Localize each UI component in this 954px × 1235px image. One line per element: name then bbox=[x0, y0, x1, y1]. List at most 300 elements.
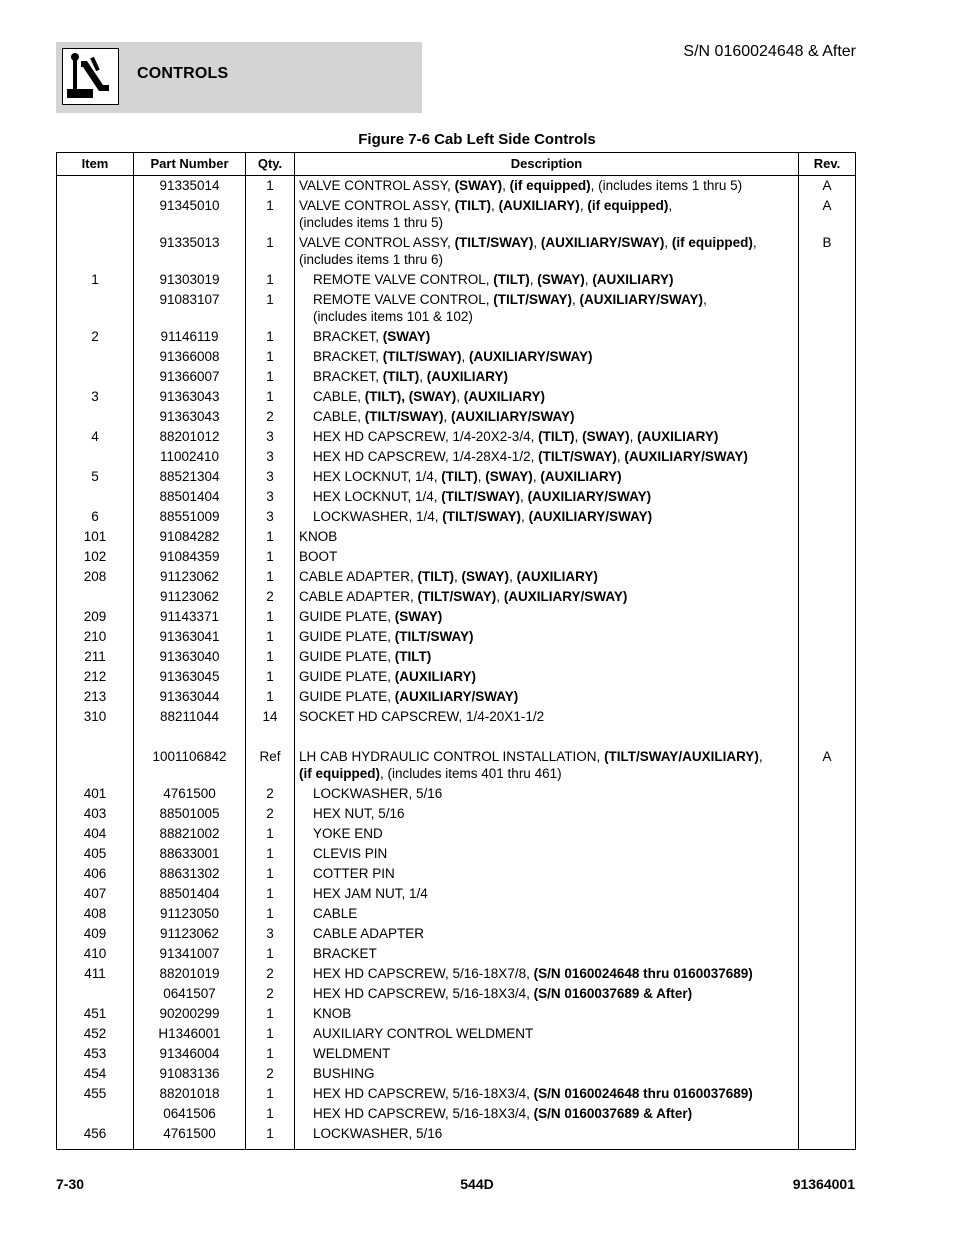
table-row bbox=[57, 428, 855, 448]
qty-cell: 1 bbox=[266, 609, 274, 624]
description-text: (TILT) bbox=[493, 272, 530, 287]
table-row bbox=[57, 1045, 855, 1065]
part-number-cell: 88633001 bbox=[159, 846, 220, 861]
description-text: , bbox=[443, 409, 452, 424]
table-row bbox=[57, 548, 855, 568]
table-row bbox=[57, 528, 855, 548]
part-number-cell: 91335013 bbox=[159, 235, 220, 250]
item-number-cell: 451 bbox=[83, 1006, 107, 1021]
item-number-cell: 1 bbox=[91, 272, 99, 287]
description-text: BOOT bbox=[299, 549, 338, 564]
parts-table-body bbox=[57, 177, 855, 1145]
table-row bbox=[57, 177, 855, 197]
description-cell bbox=[313, 428, 794, 445]
column-header-qty: Qty. bbox=[257, 156, 283, 171]
description-text: (SWAY) bbox=[537, 272, 585, 287]
description-text: LH CAB HYDRAULIC CONTROL INSTALLATION, bbox=[299, 749, 605, 764]
description-cell bbox=[299, 234, 794, 268]
qty-cell: 2 bbox=[266, 786, 274, 801]
description-cell bbox=[313, 468, 794, 485]
description-cell bbox=[313, 328, 794, 345]
description-text: CABLE bbox=[313, 906, 358, 921]
description-text: , bbox=[529, 272, 538, 287]
table-row bbox=[57, 271, 855, 291]
part-number-cell: 91083107 bbox=[159, 292, 220, 307]
part-number-cell: 91366007 bbox=[159, 369, 220, 384]
table-row bbox=[57, 945, 855, 965]
description-cell bbox=[313, 1065, 794, 1082]
description-text: VALVE CONTROL ASSY, bbox=[299, 235, 455, 250]
description-cell bbox=[313, 865, 794, 882]
qty-cell: 1 bbox=[266, 826, 274, 841]
description-cell bbox=[313, 488, 794, 505]
description-text: CABLE ADAPTER, bbox=[299, 569, 418, 584]
description-text: (if equipped) bbox=[587, 198, 669, 213]
description-cell bbox=[313, 1085, 794, 1102]
description-text: (if equipped) bbox=[299, 766, 380, 781]
rev-cell: A bbox=[822, 178, 832, 193]
qty-cell: 3 bbox=[266, 449, 274, 464]
qty-cell: 1 bbox=[266, 1086, 274, 1101]
description-text: HEX HD CAPSCREW, 1/4-20X2-3/4, bbox=[313, 429, 539, 444]
description-text: (AUXILIARY) bbox=[540, 469, 622, 484]
description-text: VALVE CONTROL ASSY, bbox=[299, 178, 455, 193]
description-text: KNOB bbox=[299, 529, 338, 544]
description-cell bbox=[299, 548, 794, 565]
description-cell bbox=[299, 668, 794, 685]
qty-cell: 1 bbox=[266, 569, 274, 584]
table-row bbox=[57, 865, 855, 885]
description-text: , bbox=[668, 198, 673, 213]
table-row bbox=[57, 805, 855, 825]
qty-cell: 1 bbox=[266, 329, 274, 344]
description-text: (includes items 101 & 102) bbox=[313, 309, 473, 324]
description-text: LOCKWASHER, 1/4, bbox=[313, 509, 443, 524]
description-text: (TILT) bbox=[538, 429, 575, 444]
rev-cell: B bbox=[822, 235, 832, 250]
table-row bbox=[57, 708, 855, 728]
description-text: (SWAY) bbox=[394, 609, 443, 624]
description-cell bbox=[313, 368, 794, 385]
qty-cell: 1 bbox=[266, 178, 274, 193]
description-text: (TILT) bbox=[441, 469, 478, 484]
qty-cell: 1 bbox=[266, 629, 274, 644]
description-text: (if equipped) bbox=[509, 178, 591, 193]
description-text: LOCKWASHER, 5/16 bbox=[313, 786, 443, 801]
item-number-cell: 401 bbox=[83, 786, 107, 801]
description-cell bbox=[313, 925, 794, 942]
description-cell bbox=[299, 688, 794, 705]
description-cell bbox=[299, 748, 794, 782]
description-text: , bbox=[572, 292, 580, 307]
part-number-cell: 88201012 bbox=[159, 429, 220, 444]
part-number-cell: 88211044 bbox=[159, 709, 220, 724]
description-text: (SWAY) bbox=[382, 329, 431, 344]
description-text: BRACKET, bbox=[313, 369, 383, 384]
description-text: HEX HD CAPSCREW, 5/16-18X3/4, bbox=[313, 986, 534, 1001]
description-text: (AUXILIARY/SWAY) bbox=[394, 689, 519, 704]
description-cell bbox=[313, 1025, 794, 1042]
qty-cell: 2 bbox=[266, 806, 274, 821]
qty-cell: 1 bbox=[266, 1046, 274, 1061]
parts-table bbox=[56, 152, 856, 1150]
item-number-cell: 310 bbox=[83, 709, 107, 724]
description-cell bbox=[313, 1125, 794, 1142]
qty-cell: Ref bbox=[259, 749, 281, 764]
description-text: (TILT) bbox=[394, 649, 432, 664]
description-text: (AUXILIARY/SWAY) bbox=[540, 235, 665, 250]
table-row bbox=[57, 1105, 855, 1125]
part-number-cell: 88551009 bbox=[159, 509, 220, 524]
table-row bbox=[57, 1085, 855, 1105]
qty-cell: 1 bbox=[266, 946, 274, 961]
table-row bbox=[57, 1065, 855, 1085]
item-number-cell: 456 bbox=[83, 1126, 107, 1141]
description-text: (AUXILIARY) bbox=[394, 669, 477, 684]
description-cell bbox=[313, 271, 794, 288]
item-number-cell: 4 bbox=[91, 429, 99, 444]
description-text: HEX HD CAPSCREW, 1/4-28X4-1/2, bbox=[313, 449, 539, 464]
rev-cell: A bbox=[822, 749, 832, 764]
item-number-cell: 454 bbox=[83, 1066, 107, 1081]
description-text: (SWAY) bbox=[454, 178, 503, 193]
description-cell bbox=[313, 1005, 794, 1022]
qty-cell: 1 bbox=[266, 549, 274, 564]
table-row bbox=[57, 488, 855, 508]
description-cell bbox=[299, 197, 794, 231]
part-number-cell: 91363043 bbox=[159, 409, 220, 424]
part-number-cell: 91345010 bbox=[159, 198, 220, 213]
rev-cell: A bbox=[822, 198, 832, 213]
description-text: , bbox=[616, 449, 625, 464]
table-row bbox=[57, 965, 855, 985]
part-number-cell: 91346004 bbox=[159, 1046, 220, 1061]
description-text: , bbox=[419, 369, 427, 384]
qty-cell: 1 bbox=[266, 235, 274, 250]
description-text: (AUXILIARY/SWAY) bbox=[624, 449, 748, 464]
description-cell bbox=[313, 965, 794, 982]
description-text: (TILT/SWAY) bbox=[382, 349, 462, 364]
table-row bbox=[57, 328, 855, 348]
part-number-cell: 88201018 bbox=[159, 1086, 220, 1101]
qty-cell: 1 bbox=[266, 1106, 274, 1121]
table-row bbox=[57, 197, 855, 234]
description-cell bbox=[313, 291, 794, 325]
header-divider bbox=[57, 175, 855, 176]
item-number-cell: 404 bbox=[83, 826, 107, 841]
description-text: LOCKWASHER, 5/16 bbox=[313, 1126, 443, 1141]
description-text: BRACKET, bbox=[313, 329, 383, 344]
description-text: SOCKET HD CAPSCREW, 1/4-20X1-1/2 bbox=[299, 709, 545, 724]
table-row bbox=[57, 568, 855, 588]
part-number-cell: 88501404 bbox=[159, 886, 220, 901]
qty-cell: 2 bbox=[266, 589, 274, 604]
part-number-cell: 88201019 bbox=[159, 966, 220, 981]
qty-cell: 14 bbox=[262, 709, 278, 724]
part-number-cell: 88631302 bbox=[159, 866, 220, 881]
item-number-cell: 410 bbox=[83, 946, 107, 961]
qty-cell: 2 bbox=[266, 986, 274, 1001]
description-text: , bbox=[664, 235, 672, 250]
table-row bbox=[57, 348, 855, 368]
description-text: GUIDE PLATE, bbox=[299, 669, 395, 684]
description-text: , bbox=[533, 235, 541, 250]
item-number-cell: 407 bbox=[83, 886, 107, 901]
qty-cell: 2 bbox=[266, 966, 274, 981]
column-header-part-number: Part Number bbox=[150, 156, 229, 171]
description-text: (SWAY) bbox=[582, 429, 630, 444]
item-number-cell: 403 bbox=[83, 806, 107, 821]
description-text: (S/N 0160024648 thru 0160037689) bbox=[533, 1086, 753, 1101]
description-text: (AUXILIARY/SWAY) bbox=[451, 409, 575, 424]
item-number-cell: 3 bbox=[91, 389, 99, 404]
part-number-cell: 91143371 bbox=[159, 609, 220, 624]
description-cell bbox=[313, 945, 794, 962]
part-number-cell: 91363044 bbox=[159, 689, 220, 704]
description-text: GUIDE PLATE, bbox=[299, 649, 395, 664]
part-number-cell: 91123050 bbox=[159, 906, 220, 921]
description-text: , bbox=[584, 272, 593, 287]
table-row bbox=[57, 468, 855, 488]
qty-cell: 3 bbox=[266, 509, 274, 524]
description-cell bbox=[299, 588, 794, 605]
table-row bbox=[57, 291, 855, 328]
part-number-cell: 90200299 bbox=[159, 1006, 220, 1021]
description-text: (TILT/SWAY) bbox=[442, 509, 522, 524]
qty-cell: 1 bbox=[266, 846, 274, 861]
description-text: (TILT/SWAY) bbox=[493, 292, 573, 307]
qty-cell: 2 bbox=[266, 409, 274, 424]
description-text: HEX HD CAPSCREW, 5/16-18X3/4, bbox=[313, 1086, 534, 1101]
figure-title: Figure 7-6 Cab Left Side Controls bbox=[358, 131, 596, 148]
qty-cell: 1 bbox=[266, 389, 274, 404]
description-cell bbox=[313, 805, 794, 822]
table-row bbox=[57, 608, 855, 628]
qty-cell: 1 bbox=[266, 349, 274, 364]
column-header-rev: Rev. bbox=[813, 156, 841, 171]
description-text: (AUXILIARY/SWAY) bbox=[469, 349, 593, 364]
part-number-cell: 1001106842 bbox=[152, 749, 227, 764]
item-number-cell: 409 bbox=[83, 926, 107, 941]
qty-cell: 1 bbox=[266, 1006, 274, 1021]
description-text: , (includes items 1 thru 5) bbox=[590, 178, 743, 193]
description-text: HEX LOCKNUT, 1/4, bbox=[313, 469, 442, 484]
description-text: (TILT/SWAY) bbox=[538, 449, 617, 464]
description-cell bbox=[299, 648, 794, 665]
item-number-cell: 405 bbox=[83, 846, 107, 861]
qty-cell: 3 bbox=[266, 429, 274, 444]
description-cell bbox=[299, 528, 794, 545]
description-text: , bbox=[456, 389, 464, 404]
item-number-cell: 453 bbox=[83, 1046, 107, 1061]
qty-cell: 3 bbox=[266, 926, 274, 941]
table-row bbox=[57, 985, 855, 1005]
section-title: CONTROLS bbox=[137, 65, 229, 82]
description-text: CABLE ADAPTER, bbox=[299, 589, 418, 604]
item-number-cell: 408 bbox=[83, 906, 107, 921]
qty-cell: 1 bbox=[266, 689, 274, 704]
description-text: BRACKET bbox=[313, 946, 377, 961]
description-text: (AUXILIARY) bbox=[637, 429, 719, 444]
item-number-cell: 455 bbox=[83, 1086, 107, 1101]
qty-cell: 1 bbox=[266, 272, 274, 287]
table-row bbox=[57, 925, 855, 945]
description-text: (AUXILIARY) bbox=[463, 389, 546, 404]
description-text: , bbox=[758, 749, 763, 764]
part-number-cell: 91363040 bbox=[159, 649, 220, 664]
description-text: (TILT) bbox=[382, 369, 420, 384]
table-row bbox=[57, 905, 855, 925]
description-text: , bbox=[752, 235, 757, 250]
description-text: CLEVIS PIN bbox=[313, 846, 388, 861]
description-text: , bbox=[520, 489, 528, 504]
part-number-cell: 91363045 bbox=[159, 669, 220, 684]
table-row bbox=[57, 628, 855, 648]
qty-cell: 1 bbox=[266, 529, 274, 544]
description-cell bbox=[313, 1105, 794, 1122]
part-number-cell: 91084359 bbox=[159, 549, 220, 564]
description-text: (S/N 0160037689 & After) bbox=[533, 1106, 693, 1121]
description-text: (AUXILIARY) bbox=[592, 272, 674, 287]
table-row bbox=[57, 448, 855, 468]
description-text: (TILT/SWAY) bbox=[364, 409, 444, 424]
item-number-cell: 5 bbox=[91, 469, 99, 484]
description-text: GUIDE PLATE, bbox=[299, 689, 395, 704]
item-number-cell: 406 bbox=[83, 866, 107, 881]
part-number-cell: 91335014 bbox=[159, 178, 220, 193]
part-number-cell: 91123062 bbox=[159, 569, 220, 584]
description-text: CABLE ADAPTER bbox=[313, 926, 425, 941]
column-header-item: Item bbox=[81, 156, 109, 171]
description-text: (AUXILIARY/SWAY) bbox=[579, 292, 704, 307]
serial-number-range: S/N 0160024648 & After bbox=[683, 43, 856, 60]
description-text: , bbox=[454, 569, 462, 584]
part-number-cell: 11002410 bbox=[159, 449, 220, 464]
item-number-cell: 102 bbox=[83, 549, 107, 564]
description-text: , bbox=[461, 349, 470, 364]
description-cell bbox=[313, 348, 794, 365]
table-row bbox=[57, 785, 855, 805]
description-text: , bbox=[491, 198, 499, 213]
description-text: COTTER PIN bbox=[313, 866, 395, 881]
part-number-cell: 88821002 bbox=[159, 826, 220, 841]
table-row bbox=[57, 648, 855, 668]
part-number-cell: 88521304 bbox=[159, 469, 220, 484]
part-number-cell: 88501404 bbox=[159, 489, 220, 504]
table-row bbox=[57, 748, 855, 785]
item-number-cell: 101 bbox=[83, 529, 107, 544]
description-text: (TILT/SWAY) bbox=[454, 235, 534, 250]
table-row bbox=[57, 825, 855, 845]
description-text: , bbox=[703, 292, 707, 307]
description-text: , bbox=[532, 469, 541, 484]
model-label: 544D bbox=[460, 1176, 494, 1192]
description-cell bbox=[299, 177, 794, 194]
description-cell bbox=[313, 1045, 794, 1062]
description-text: CABLE, bbox=[313, 409, 365, 424]
document-number: 91364001 bbox=[792, 1176, 855, 1192]
column-header-description: Description bbox=[510, 156, 583, 171]
qty-cell: 1 bbox=[266, 906, 274, 921]
qty-cell: 1 bbox=[266, 292, 274, 307]
item-number-cell: 411 bbox=[84, 966, 106, 981]
description-text: WELDMENT bbox=[313, 1046, 391, 1061]
table-row bbox=[57, 1025, 855, 1045]
description-cell bbox=[313, 985, 794, 1002]
qty-cell: 3 bbox=[266, 469, 274, 484]
part-number-cell: 91303019 bbox=[159, 272, 220, 287]
description-text: , bbox=[496, 589, 504, 604]
item-number-cell: 213 bbox=[83, 689, 107, 704]
qty-cell: 1 bbox=[266, 1026, 274, 1041]
description-text: HEX NUT, 5/16 bbox=[313, 806, 405, 821]
description-text: (AUXILIARY) bbox=[498, 198, 580, 213]
page-number: 7-30 bbox=[56, 1176, 85, 1192]
description-text: AUXILIARY CONTROL WELDMENT bbox=[313, 1026, 534, 1041]
table-row bbox=[57, 1125, 855, 1145]
description-text: , bbox=[579, 198, 588, 213]
part-number-cell: H1346001 bbox=[158, 1026, 221, 1041]
description-text: HEX LOCKNUT, 1/4, bbox=[313, 489, 442, 504]
part-number-cell: 91366008 bbox=[159, 349, 220, 364]
qty-cell: 1 bbox=[266, 669, 274, 684]
description-text: YOKE END bbox=[313, 826, 383, 841]
item-number-cell: 211 bbox=[84, 649, 106, 664]
description-text: (AUXILIARY/SWAY) bbox=[527, 489, 652, 504]
joystick-control-icon bbox=[62, 48, 119, 105]
description-text: (TILT) bbox=[454, 198, 492, 213]
description-text: (includes items 1 thru 5) bbox=[299, 215, 444, 230]
description-text: (SWAY) bbox=[485, 469, 533, 484]
qty-cell: 1 bbox=[266, 886, 274, 901]
description-text: GUIDE PLATE, bbox=[299, 629, 395, 644]
description-cell bbox=[299, 568, 794, 585]
description-cell bbox=[313, 408, 794, 425]
part-number-cell: 4761500 bbox=[163, 786, 216, 801]
table-row bbox=[57, 408, 855, 428]
description-text: (TILT/SWAY) bbox=[394, 629, 474, 644]
table-row bbox=[57, 234, 855, 271]
description-text: (includes items 1 thru 6) bbox=[299, 252, 444, 267]
table-row bbox=[57, 688, 855, 708]
description-cell bbox=[313, 448, 794, 465]
description-text: (S/N 0160024648 thru 0160037689) bbox=[533, 966, 753, 981]
table-row bbox=[57, 368, 855, 388]
qty-cell: 1 bbox=[266, 649, 274, 664]
part-number-cell: 91341007 bbox=[159, 946, 220, 961]
description-cell bbox=[313, 785, 794, 802]
table-row bbox=[57, 885, 855, 905]
part-number-cell: 91083136 bbox=[159, 1066, 220, 1081]
description-text: KNOB bbox=[313, 1006, 352, 1021]
table-row bbox=[57, 728, 855, 748]
table-row bbox=[57, 508, 855, 528]
description-text: HEX HD CAPSCREW, 5/16-18X7/8, bbox=[313, 966, 534, 981]
table-row bbox=[57, 668, 855, 688]
description-text: , (includes items 401 thru 461) bbox=[380, 766, 562, 781]
table-row bbox=[57, 845, 855, 865]
description-cell bbox=[299, 728, 794, 745]
part-number-cell: 0641507 bbox=[163, 986, 216, 1001]
table-row bbox=[57, 1005, 855, 1025]
description-text: (TILT) bbox=[417, 569, 455, 584]
description-text: (TILT/SWAY/AUXILIARY) bbox=[604, 749, 759, 764]
description-text: (TILT/SWAY) bbox=[417, 589, 497, 604]
table-row bbox=[57, 588, 855, 608]
description-text: , bbox=[477, 469, 486, 484]
description-text: (TILT), (SWAY) bbox=[364, 389, 457, 404]
description-text: HEX JAM NUT, 1/4 bbox=[313, 886, 428, 901]
